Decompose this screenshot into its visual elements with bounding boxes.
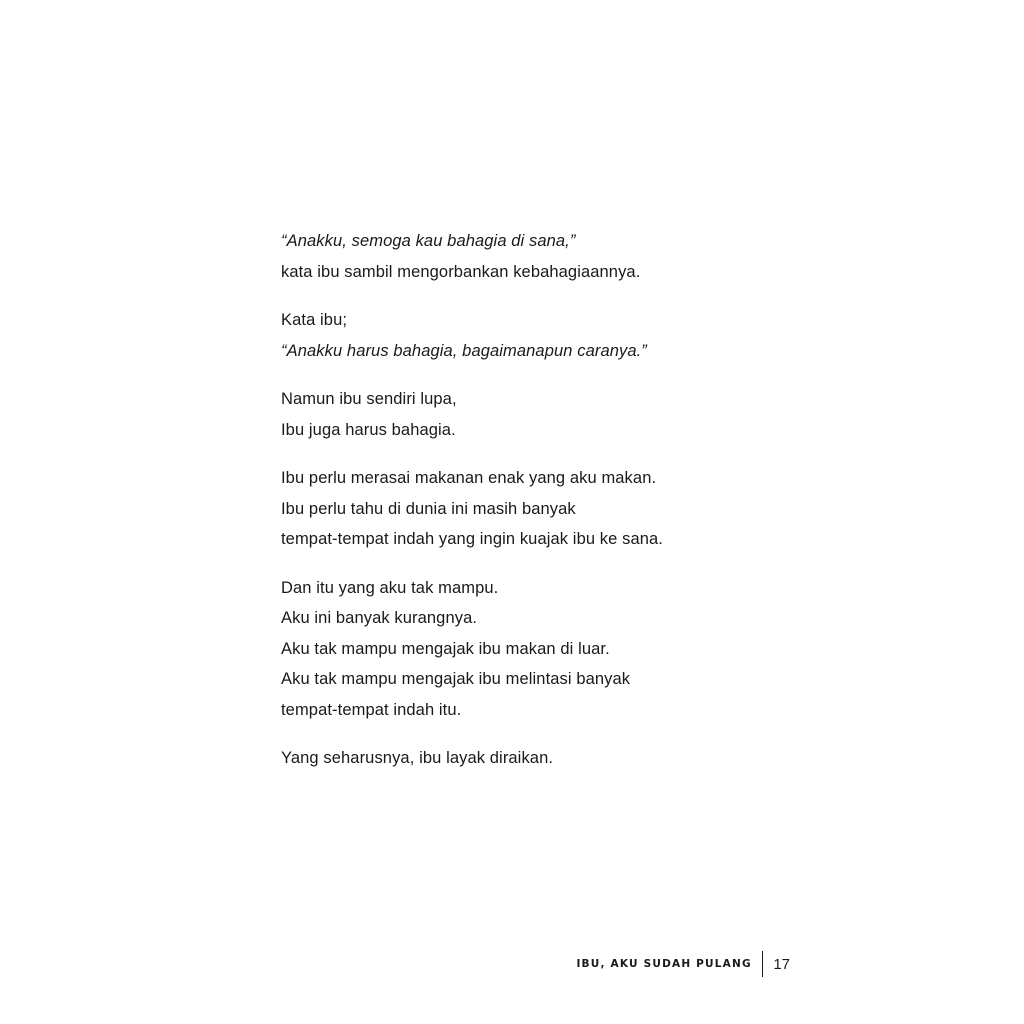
stanza — [281, 305, 841, 366]
footer-divider — [762, 951, 764, 977]
stanza — [281, 384, 841, 445]
stanza — [281, 743, 841, 774]
poem-line: Aku ini banyak kurangnya. — [281, 609, 478, 627]
poem-line: Ibu perlu tahu di dunia ini masih banyak — [281, 499, 576, 518]
stanza — [281, 463, 841, 555]
poem-line: “Anakku harus bahagia, bagaimanapun caranya.” — [281, 341, 647, 360]
page-footer — [560, 950, 800, 978]
running-title: IBU, AKU SUDAH PULANG — [576, 958, 752, 970]
poem-line: Kata ibu; — [281, 311, 348, 329]
poem-line: Namun ibu sendiri lupa, — [281, 390, 457, 408]
stanza — [281, 226, 841, 287]
poem-body — [281, 226, 841, 792]
poem-line: “Anakku, semoga kau bahagia di sana,” — [281, 232, 576, 250]
poem-line: Ibu juga harus bahagia. — [281, 420, 456, 439]
poem-line: kata ibu sambil mengorbankan kebahagiaannya. — [281, 262, 641, 281]
poem-line: Ibu perlu merasai makanan enak yang aku makan. — [281, 469, 657, 487]
poem-line: Aku tak mampu mengajak ibu makan di luar. — [281, 639, 610, 658]
poem-line: Dan itu yang aku tak mampu. — [281, 578, 499, 597]
poem-line: tempat-tempat indah itu. — [281, 700, 462, 719]
poem-line: tempat-tempat indah yang ingin kuajak ibu ke sana. — [281, 530, 663, 548]
poem-line: Aku tak mampu mengajak ibu melintasi banyak — [281, 670, 631, 688]
page-number: 17 — [773, 955, 790, 973]
stanza — [281, 573, 841, 726]
poem-line: Yang seharusnya, ibu layak diraikan. — [281, 749, 554, 767]
